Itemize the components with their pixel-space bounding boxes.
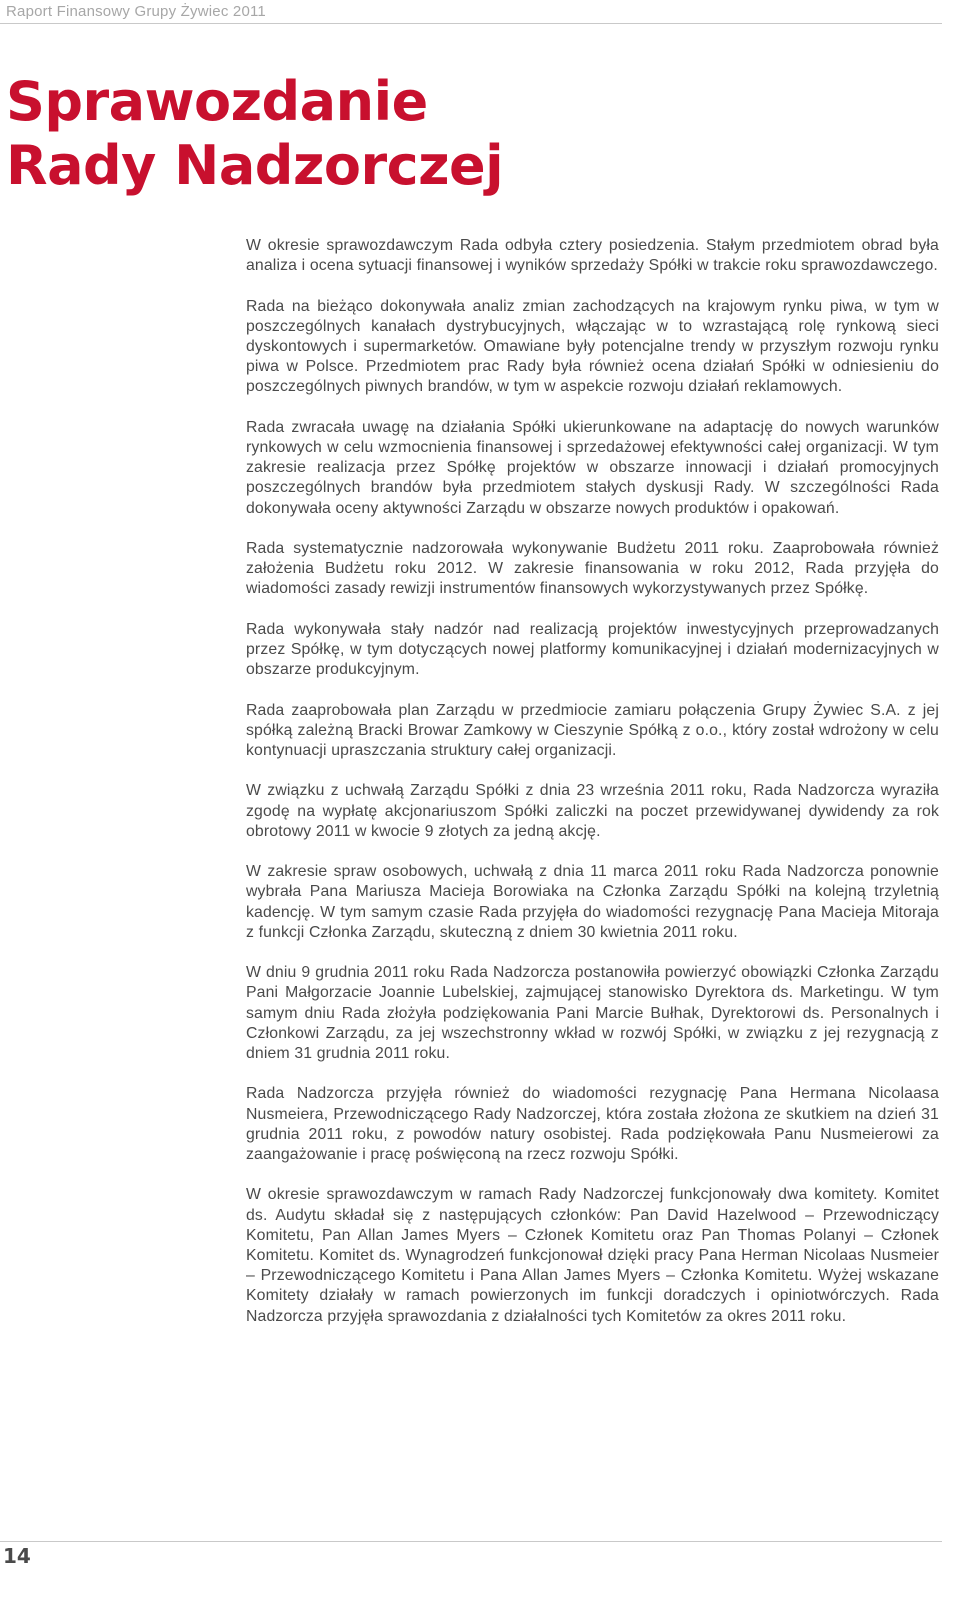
page-number: 14 xyxy=(3,1544,31,1568)
paragraph-investments: Rada wykonywała stały nadzór nad realizacją projektów inwestycyjnych przeprowadzanych przez Spółkę, w tym dotyczących nowej platformy komunikacyjnej i działań modernizacyjnych w obszarze produkcyjnym. xyxy=(246,620,939,679)
footer-divider xyxy=(0,1541,942,1542)
paragraph-board-changes: W dniu 9 grudnia 2011 roku Rada Nadzorcza postanowiła powierzyć obowiązki Członka Zarządu Pani Małgorzacie Joannie Lubelskiej, zajmującej stanowisko Dyrektora ds. Marketingu. W tym samym dniu Rada złożyła podziękowania Pani Marcie Bułhak, Dyrektorowi ds. Personalnych i Członkowi Zarządu, za jej wszechstronny wkład w rozwój Spółki, w związku z jej rezygnacją z dniem 31 grudnia 2011 roku. xyxy=(246,964,939,1062)
paragraph-committees: W okresie sprawozdawczym w ramach Rady Nadzorczej funkcjonowały dwa komitety. Komitet ds. Audytu składał się z następujących członków: Pan David Hazelwood – Przewodniczący Komitetu, Pan Allan James Myers – Członek Komitetu oraz Pan Thomas Polanyi – Członek Komitetu. Komitet ds. Wynagrodzeń funkcjonował dzięki pracy Pana Herman Nicolaas Nusmeier – Przewodniczącego Komitetu i Pana Allan James Myers – Członka Komitetu. Wyżej wskazane Komitety działały w ramach powierzonych im funkcji doradczych i opiniotwórczych. Rada Nadzorcza przyjęła sprawozdania z działalności tych Komitetów za okres 2011 roku. xyxy=(246,1186,939,1325)
paragraph-personnel: W zakresie spraw osobowych, uchwałą z dnia 11 marca 2011 roku Rada Nadzorcza ponownie wybrała Pana Mariusza Macieja Borowiaka na Członka Zarządu Spółki na kolejną trzyletnią kadencję. W tym samym czasie Rada przyjęła do wiadomości rezygnację Pana Macieja Mitoraja z funkcji Członka Zarządu, skuteczną z dniem 30 kwietnia 2011 roku. xyxy=(246,863,939,941)
page-title-line-1: Sprawozdanie xyxy=(6,70,428,133)
page-title-line-2: Rady Nadzorczej xyxy=(6,134,504,197)
paragraph-dividend: W związku z uchwałą Zarządu Spółki z dnia 23 września 2011 roku, Rada Nadzorcza wyraziła zgodę na wypłatę akcjonariuszom Spółki zaliczki na poczet przewidywanej dywidendy za rok obrotowy 2011 w kwocie 9 złotych za jedną akcję. xyxy=(246,782,939,840)
page-title xyxy=(6,70,503,198)
paragraph-meetings: W okresie sprawozdawczym Rada odbyła cztery posiedzenia. Stałym przedmiotem obrad była analiza i ocena sytuacji finansowej i wyników sprzedaży Spółki w trakcie roku sprawozdawczego. xyxy=(246,237,939,275)
report-body xyxy=(246,236,939,1347)
running-header: Raport Finansowy Grupy Żywiec 2011 xyxy=(6,3,266,20)
paragraph-market-analysis: Rada na bieżąco dokonywała analiz zmian zachodzących na krajowym rynku piwa, w tym w poszczególnych kanałach dystrybucyjnych, włączając w to wzrastającą rolę rynkową sieci dyskontowych i supermarketów. Omawiane były potencjalne trendy w przyszłym rozwoju rynku piwa w Polsce. Przedmiotem prac Rady była również ocena działań Spółki w odniesieniu do poszczególnych piwnych brandów, w tym w aspekcie rozwoju działań reklamowych. xyxy=(246,297,939,396)
paragraph-budget: Rada systematycznie nadzorowała wykonywanie Budżetu 2011 roku. Zaaprobowała również założenia Budżetu roku 2012. W zakresie finansowania w roku 2012, Rada przyjęła do wiadomości zasady rewizji instrumentów finansowych wykorzystywanych przez Spółkę. xyxy=(246,540,939,598)
paragraph-chairman-resignation: Rada Nadzorcza przyjęła również do wiadomości rezygnację Pana Hermana Nicolaasa Nusmeiera, Przewodniczącego Rady Nadzorczej, która została złożona ze skutkiem na dzień 31 grudnia 2011 roku, z powodów natury osobistej. Rada podziękowała Panu Nusmeierowi za zaangażowanie i pracę poświęconą na rzecz rozwoju Spółki. xyxy=(246,1085,939,1163)
header-divider xyxy=(0,23,942,24)
paragraph-merger: Rada zaaprobowała plan Zarządu w przedmiocie zamiaru połączenia Grupy Żywiec S.A. z jej spółką zależną Bracki Browar Zamkowy w Cieszynie Spółką z o.o., który został wdrożony w celu kontynuacji upraszczania struktury całej organizacji. xyxy=(246,701,939,759)
paragraph-adaptation: Rada zwracała uwagę na działania Spółki ukierunkowane na adaptację do nowych warunków rynkowych w celu wzmocnienia finansowej i sprzedażowej efektywności całej organizacji. W tym zakresie realizacja przez Spółkę projektów w obszarze innowacji i działań promocyjnych poszczególnych brandów była przedmiotem stałych dyskusji Rady. W szczególności Rada dokonywała oceny aktywności Zarządu w obszarze nowych produktów i opakowań. xyxy=(246,418,939,517)
